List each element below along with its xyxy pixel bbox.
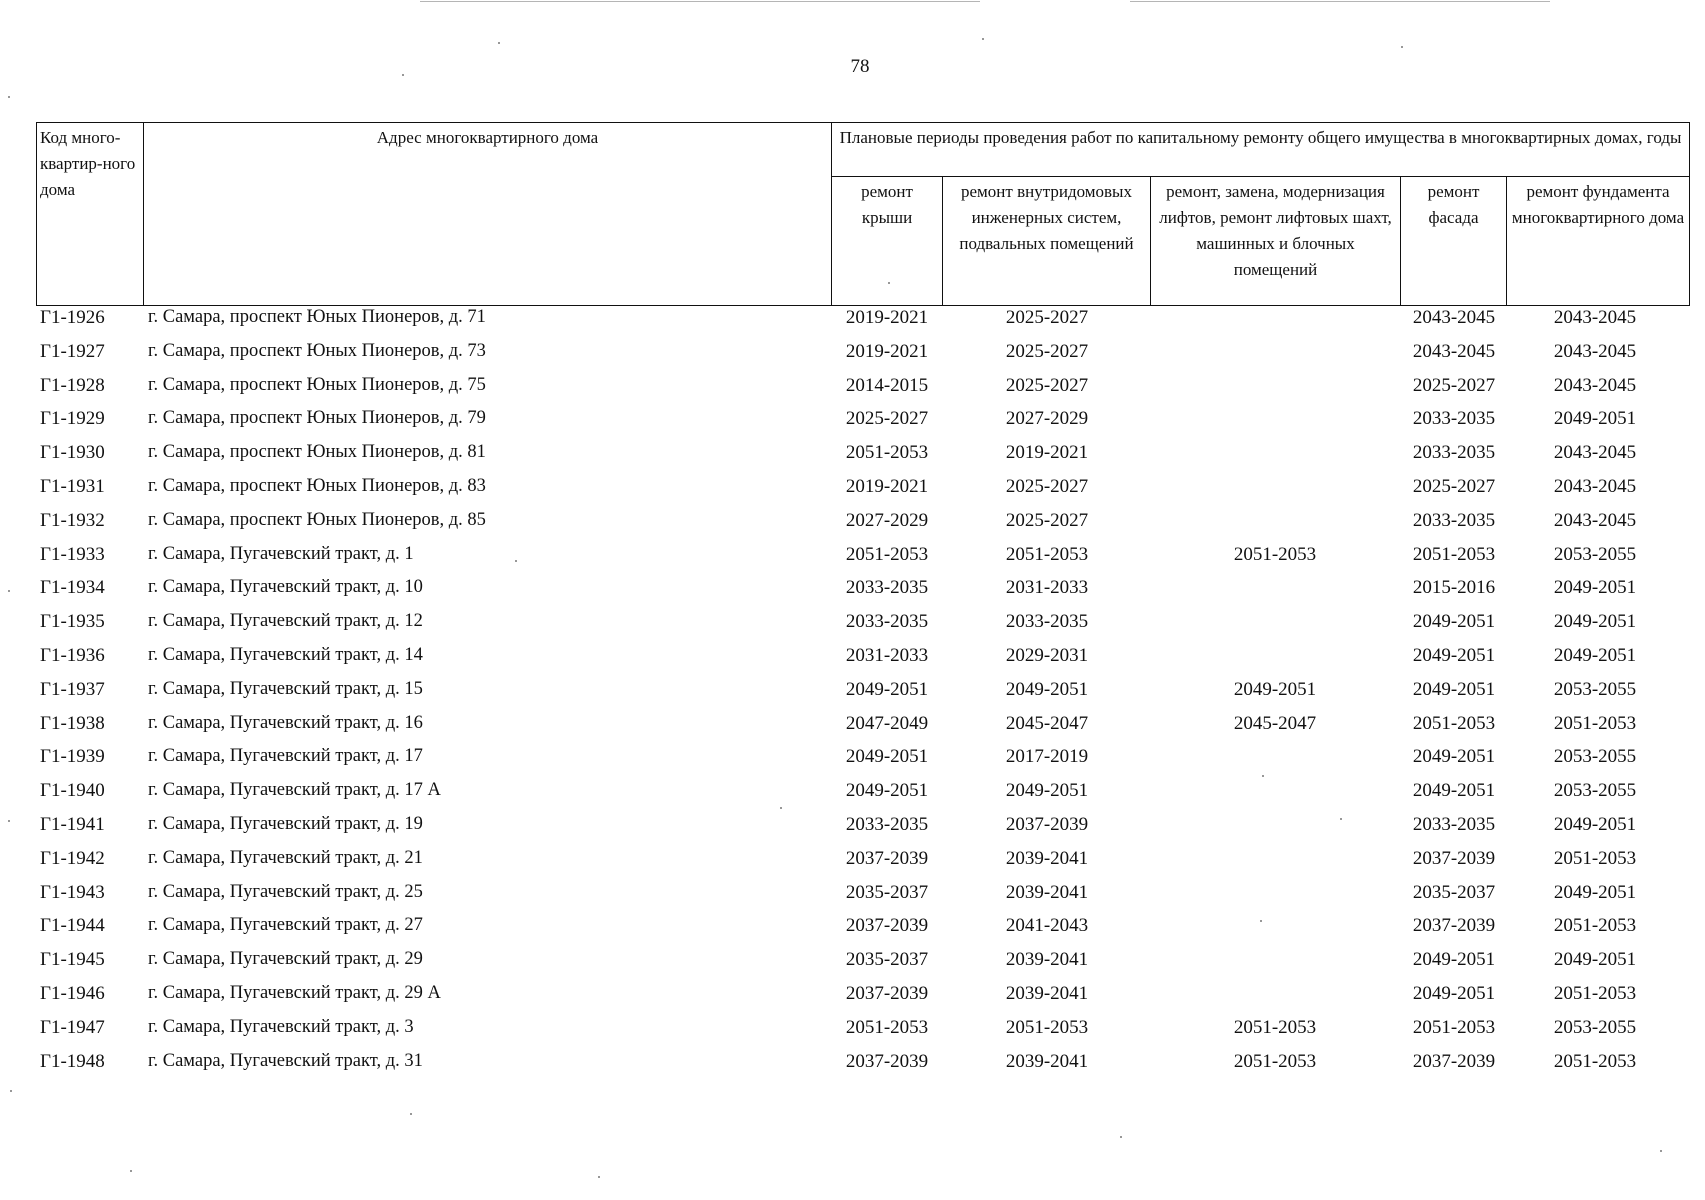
cell-roof: 2019-2021	[845, 340, 929, 362]
cell-facade: 2051-2053	[1412, 712, 1496, 734]
cell-code: Г1-1939	[40, 746, 105, 768]
cell-systems: 2025-2027	[1005, 307, 1089, 328]
cell-systems: 2025-2027	[1005, 374, 1089, 396]
scan-speck	[8, 820, 10, 822]
cell-foundation: 2049-2051	[1553, 611, 1637, 633]
cell-systems: 2025-2027	[1005, 475, 1089, 497]
cell-systems: 2049-2051	[1005, 780, 1089, 802]
cell-facade: 2049-2051	[1412, 644, 1496, 666]
cell-address: г. Самара, проспект Юных Пионеров, д. 79	[148, 408, 486, 429]
header-foundation: ремонт фундамента многоквартирного дома	[1507, 177, 1690, 306]
cell-address: г. Самара, Пугачевский тракт, д. 1	[148, 543, 414, 564]
cell-foundation: 2043-2045	[1553, 442, 1637, 464]
table-row	[0, 642, 1705, 676]
cell-roof: 2051-2053	[845, 543, 929, 565]
cell-systems: 2045-2047	[1005, 712, 1089, 734]
cell-facade: 2033-2035	[1412, 408, 1496, 430]
cell-systems: 2033-2035	[1005, 611, 1089, 633]
cell-address: г. Самара, Пугачевский тракт, д. 3	[148, 1016, 414, 1037]
cell-code: Г1-1947	[40, 1016, 105, 1038]
cell-facade: 2037-2039	[1412, 1050, 1496, 1072]
scan-speck	[982, 38, 984, 40]
cell-roof: 2035-2037	[845, 949, 929, 971]
table-row	[0, 845, 1705, 879]
cell-address: г. Самара, проспект Юных Пионеров, д. 73	[148, 340, 486, 361]
cell-systems: 2039-2041	[1005, 949, 1089, 971]
table-row	[0, 1048, 1705, 1082]
cell-address: г. Самара, Пугачевский тракт, д. 21	[148, 847, 423, 868]
cell-code: Г1-1937	[40, 678, 105, 700]
header-code: Код много-квартир-ного дома	[37, 123, 144, 306]
cell-elevators: 2049-2051	[1233, 678, 1317, 700]
cell-facade: 2033-2035	[1412, 813, 1496, 835]
table-row	[0, 473, 1705, 507]
cell-roof: 2049-2051	[845, 678, 929, 700]
cell-systems: 2017-2019	[1005, 746, 1089, 768]
cell-code: Г1-1932	[40, 509, 105, 531]
cell-foundation: 2043-2045	[1553, 340, 1637, 362]
cell-code: Г1-1944	[40, 915, 105, 937]
cell-systems: 2049-2051	[1005, 678, 1089, 700]
cell-roof: 2014-2015	[845, 374, 929, 396]
page-number: 78	[850, 56, 870, 77]
scan-speck	[1120, 1136, 1122, 1138]
cell-address: г. Самара, проспект Юных Пионеров, д. 83	[148, 475, 486, 496]
table-row	[0, 743, 1705, 777]
cell-foundation: 2051-2053	[1553, 712, 1637, 734]
table-row	[0, 439, 1705, 473]
cell-foundation: 2049-2051	[1553, 881, 1637, 903]
cell-roof: 2019-2021	[845, 475, 929, 497]
cell-code: Г1-1935	[40, 611, 105, 633]
cell-facade: 2033-2035	[1412, 442, 1496, 464]
cell-roof: 2037-2039	[845, 982, 929, 1004]
cell-roof: 2037-2039	[845, 915, 929, 937]
cell-foundation: 2053-2055	[1553, 543, 1637, 565]
scan-edge-line	[1130, 1, 1550, 2]
scan-speck	[402, 74, 404, 76]
header-facade: ремонт фасада	[1401, 177, 1507, 306]
cell-systems: 2019-2021	[1005, 442, 1089, 464]
cell-roof: 2049-2051	[845, 746, 929, 768]
cell-facade: 2043-2045	[1412, 307, 1496, 328]
cell-foundation: 2049-2051	[1553, 644, 1637, 666]
cell-code: Г1-1936	[40, 644, 105, 666]
cell-foundation: 2049-2051	[1553, 408, 1637, 430]
cell-code: Г1-1926	[40, 307, 105, 328]
cell-address: г. Самара, Пугачевский тракт, д. 10	[148, 577, 423, 598]
cell-foundation: 2049-2051	[1553, 949, 1637, 971]
cell-elevators: 2051-2053	[1233, 1050, 1317, 1072]
table-row	[0, 574, 1705, 608]
cell-address: г. Самара, проспект Юных Пионеров, д. 75	[148, 374, 486, 395]
scan-speck	[515, 560, 517, 562]
cell-facade: 2049-2051	[1412, 949, 1496, 971]
cell-address: г. Самара, Пугачевский тракт, д. 14	[148, 644, 423, 665]
cell-foundation: 2043-2045	[1553, 475, 1637, 497]
cell-facade: 2035-2037	[1412, 881, 1496, 903]
header-periods: Плановые периоды проведения работ по капитальному ремонту общего имущества в многоквартирных домах, годы	[832, 123, 1690, 177]
cell-systems: 2027-2029	[1005, 408, 1089, 430]
table-row	[0, 879, 1705, 913]
cell-code: Г1-1946	[40, 982, 105, 1004]
cell-facade: 2049-2051	[1412, 678, 1496, 700]
table-row	[0, 304, 1705, 338]
cell-code: Г1-1930	[40, 442, 105, 464]
cell-code: Г1-1929	[40, 408, 105, 430]
scan-speck	[1262, 775, 1264, 777]
cell-roof: 2033-2035	[845, 577, 929, 599]
header-systems: ремонт внутридомовых инженерных систем, подвальных помещений	[943, 177, 1151, 306]
cell-facade: 2025-2027	[1412, 374, 1496, 396]
cell-foundation: 2051-2053	[1553, 847, 1637, 869]
cell-address: г. Самара, Пугачевский тракт, д. 15	[148, 678, 423, 699]
cell-foundation: 2051-2053	[1553, 915, 1637, 937]
cell-address: г. Самара, Пугачевский тракт, д. 27	[148, 915, 423, 936]
scan-speck	[598, 1176, 600, 1178]
cell-foundation: 2053-2055	[1553, 1016, 1637, 1038]
cell-code: Г1-1948	[40, 1050, 105, 1072]
cell-roof: 2035-2037	[845, 881, 929, 903]
scan-speck	[1660, 1150, 1662, 1152]
cell-code: Г1-1928	[40, 374, 105, 396]
table-row	[0, 811, 1705, 845]
cell-systems: 2051-2053	[1005, 543, 1089, 565]
cell-code: Г1-1942	[40, 847, 105, 869]
cell-code: Г1-1933	[40, 543, 105, 565]
cell-roof: 2037-2039	[845, 1050, 929, 1072]
cell-code: Г1-1931	[40, 475, 105, 497]
cell-facade: 2015-2016	[1412, 577, 1496, 599]
scan-speck	[10, 1090, 12, 1092]
cell-systems: 2039-2041	[1005, 881, 1089, 903]
cell-systems: 2039-2041	[1005, 847, 1089, 869]
cell-roof: 2037-2039	[845, 847, 929, 869]
cell-roof: 2051-2053	[845, 1016, 929, 1038]
table-row	[0, 372, 1705, 406]
scan-speck	[130, 1170, 132, 1172]
cell-facade: 2037-2039	[1412, 915, 1496, 937]
cell-systems: 2051-2053	[1005, 1016, 1089, 1038]
cell-facade: 2049-2051	[1412, 746, 1496, 768]
scan-speck	[498, 42, 500, 44]
table-row	[0, 338, 1705, 372]
scan-speck	[8, 96, 10, 98]
cell-foundation: 2049-2051	[1553, 813, 1637, 835]
cell-foundation: 2049-2051	[1553, 577, 1637, 599]
cell-elevators: 2045-2047	[1233, 712, 1317, 734]
cell-code: Г1-1941	[40, 813, 105, 835]
cell-roof: 2033-2035	[845, 611, 929, 633]
cell-foundation: 2043-2045	[1553, 307, 1637, 328]
table-body	[0, 304, 1705, 1081]
cell-code: Г1-1945	[40, 949, 105, 971]
table-row	[0, 946, 1705, 980]
table-row	[0, 1014, 1705, 1048]
cell-address: г. Самара, Пугачевский тракт, д. 16	[148, 712, 423, 733]
cell-address: г. Самара, Пугачевский тракт, д. 29 А	[148, 982, 441, 1003]
cell-roof: 2025-2027	[845, 408, 929, 430]
cell-facade: 2051-2053	[1412, 543, 1496, 565]
scan-speck	[410, 1113, 412, 1115]
cell-facade: 2043-2045	[1412, 340, 1496, 362]
cell-code: Г1-1927	[40, 340, 105, 362]
cell-code: Г1-1940	[40, 780, 105, 802]
cell-elevators: 2051-2053	[1233, 1016, 1317, 1038]
table-row	[0, 507, 1705, 541]
header-table	[36, 122, 1690, 306]
table-row	[0, 710, 1705, 744]
cell-foundation: 2043-2045	[1553, 374, 1637, 396]
cell-systems: 2031-2033	[1005, 577, 1089, 599]
cell-facade: 2051-2053	[1412, 1016, 1496, 1038]
cell-systems: 2039-2041	[1005, 1050, 1089, 1072]
table-row	[0, 980, 1705, 1014]
cell-address: г. Самара, Пугачевский тракт, д. 29	[148, 949, 423, 970]
table-row	[0, 777, 1705, 811]
cell-code: Г1-1943	[40, 881, 105, 903]
header-address: Адрес многоквартирного дома	[144, 123, 832, 306]
cell-systems: 2025-2027	[1005, 340, 1089, 362]
cell-elevators: 2051-2053	[1233, 543, 1317, 565]
cell-roof: 2027-2029	[845, 509, 929, 531]
cell-facade: 2037-2039	[1412, 847, 1496, 869]
scan-speck	[780, 807, 782, 809]
cell-systems: 2025-2027	[1005, 509, 1089, 531]
cell-foundation: 2053-2055	[1553, 780, 1637, 802]
cell-foundation: 2053-2055	[1553, 678, 1637, 700]
cell-facade: 2033-2035	[1412, 509, 1496, 531]
cell-address: г. Самара, проспект Юных Пионеров, д. 85	[148, 509, 486, 530]
table-row	[0, 676, 1705, 710]
cell-facade: 2049-2051	[1412, 611, 1496, 633]
scan-edge-line	[420, 1, 980, 2]
cell-address: г. Самара, проспект Юных Пионеров, д. 71	[148, 307, 486, 327]
cell-foundation: 2043-2045	[1553, 509, 1637, 531]
cell-roof: 2047-2049	[845, 712, 929, 734]
scan-speck	[1340, 818, 1342, 820]
cell-address: г. Самара, Пугачевский тракт, д. 31	[148, 1050, 423, 1071]
cell-systems: 2037-2039	[1005, 813, 1089, 835]
scan-speck	[1260, 920, 1262, 922]
scan-speck	[8, 590, 10, 592]
cell-facade: 2049-2051	[1412, 780, 1496, 802]
cell-roof: 2051-2053	[845, 442, 929, 464]
header-elevators: ремонт, замена, модернизация лифтов, ремонт лифтовых шахт, машинных и блочных помещений	[1151, 177, 1401, 306]
cell-systems: 2041-2043	[1005, 915, 1089, 937]
cell-roof: 2019-2021	[845, 307, 929, 328]
cell-address: г. Самара, Пугачевский тракт, д. 19	[148, 813, 423, 834]
cell-code: Г1-1938	[40, 712, 105, 734]
cell-foundation: 2051-2053	[1553, 1050, 1637, 1072]
table-row	[0, 405, 1705, 439]
cell-address: г. Самара, Пугачевский тракт, д. 25	[148, 881, 423, 902]
cell-roof: 2049-2051	[845, 780, 929, 802]
cell-roof: 2033-2035	[845, 813, 929, 835]
cell-systems: 2029-2031	[1005, 644, 1089, 666]
cell-address: г. Самара, Пугачевский тракт, д. 17 А	[148, 780, 441, 801]
table-row	[0, 912, 1705, 946]
header-roof: ремонт крыши	[832, 177, 943, 306]
cell-facade: 2049-2051	[1412, 982, 1496, 1004]
table-row	[0, 608, 1705, 642]
scan-speck	[1401, 46, 1403, 48]
scan-speck	[888, 282, 890, 284]
cell-address: г. Самара, проспект Юных Пионеров, д. 81	[148, 442, 486, 463]
cell-systems: 2039-2041	[1005, 982, 1089, 1004]
table-row	[0, 541, 1705, 575]
cell-facade: 2025-2027	[1412, 475, 1496, 497]
cell-address: г. Самара, Пугачевский тракт, д. 17	[148, 746, 423, 767]
cell-code: Г1-1934	[40, 577, 105, 599]
cell-roof: 2031-2033	[845, 644, 929, 666]
table-header	[36, 122, 1689, 305]
cell-foundation: 2051-2053	[1553, 982, 1637, 1004]
cell-foundation: 2053-2055	[1553, 746, 1637, 768]
cell-address: г. Самара, Пугачевский тракт, д. 12	[148, 611, 423, 632]
